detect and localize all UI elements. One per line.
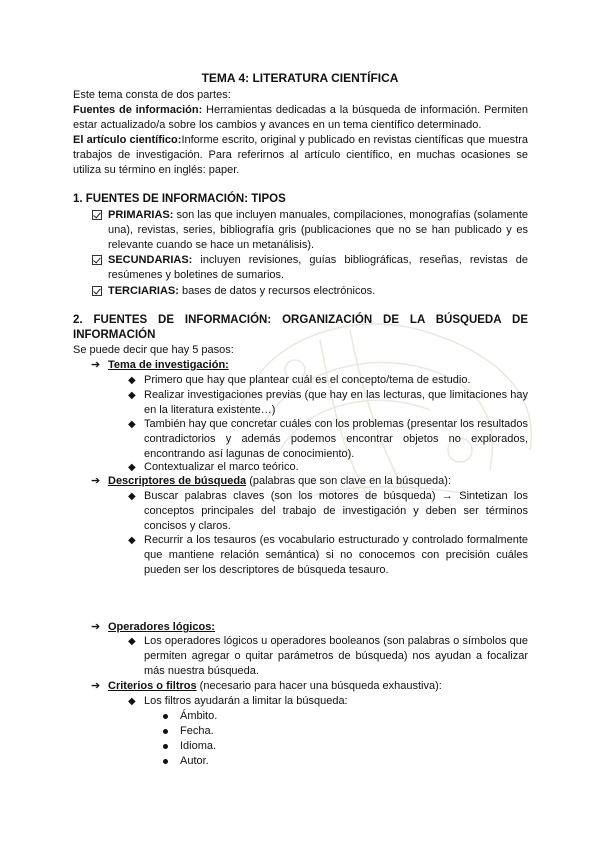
diamond-bullet-icon: ◆ <box>128 535 136 546</box>
fuentes-definition <box>73 103 528 133</box>
arrow-right-icon: ➔ <box>91 359 101 371</box>
check-item-secundarias <box>92 253 528 283</box>
list-item: Idioma. <box>163 739 363 754</box>
primarias-term: PRIMARIAS: <box>108 209 174 221</box>
checkbox-checked-icon <box>92 255 102 265</box>
terciarias-text: bases de datos y recursos electrónicos. <box>178 285 376 297</box>
section1-heading: 1. FUENTES DE INFORMACIÓN: TIPOS <box>73 193 286 205</box>
section2-intro: Se puede decir que hay 5 pasos: <box>73 344 234 356</box>
secundarias-term: SECUNDARIAS: <box>108 254 193 266</box>
descriptores-label: Descriptores de búsqueda <box>108 475 247 487</box>
criterios-label: Criterios o filtros <box>108 680 197 692</box>
intro-text: Este tema consta de dos partes: <box>73 89 231 101</box>
operadores-label: Operadores lógicos: <box>108 621 215 633</box>
round-bullet-icon <box>163 744 168 749</box>
step-tema <box>91 358 528 373</box>
diamond-bullet-icon: ◆ <box>128 390 136 401</box>
list-item: ◆ Recurrir a los tesauros (es vocabulario estructurado y controlado formalmente que mantiene relación semántica) si no conocemos con precisión cuáles pueden ser los descriptores de búsqueda tesauro. <box>128 534 528 576</box>
step-operadores <box>91 620 528 635</box>
list-item: Fecha. <box>163 724 363 739</box>
diamond-bullet-icon: ◆ <box>128 462 136 473</box>
arrow-right-icon: ➔ <box>91 680 101 692</box>
diamond-bullet-icon: ◆ <box>128 419 136 430</box>
secundarias-text: incluyen revisiones, guías bibliográficas, reseñas, revistas de resúmenes y boletines de sumarios. <box>108 254 528 281</box>
list-item: ◆ Los operadores lógicos u operadores booleanos (son palabras o símbolos que permiten agregar o quitar parámetros de búsqueda) nos ayudan a focalizar más nuestra búsqueda. <box>128 635 528 677</box>
list-item: ◆ Realizar investigaciones previas (que hay en las lecturas, que limitaciones hay en la literatura existente…) <box>128 389 528 416</box>
step-descriptores <box>91 474 528 489</box>
round-bullet-icon <box>163 759 168 764</box>
tema-label: Tema de investigación: <box>108 359 229 371</box>
primarias-text: son las que incluyen manuales, compilaciones, monografías (solamente una), revistas, series, bibliografía gris (publicaciones que no se han publicado y es relevante cuando se hace un metanálisis). <box>108 209 528 251</box>
list-item: ◆ Buscar palabras claves (son los motores de búsqueda) → Sintetizan los conceptos principales del trabajo de investigación y deben ser términos concisos y claros. <box>128 490 528 532</box>
section2-heading-line1: 2. FUENTES DE INFORMACIÓN: ORGANIZACIÓN DE LA BÚSQUEDA DE <box>73 314 528 326</box>
arrow-right-icon: ➔ <box>91 621 101 633</box>
list-item: ◆ Los filtros ayudarán a limitar la búsqueda: <box>128 695 348 707</box>
fuentes-text: Herramientas dedicadas a la búsqueda de información. Permiten estar actualizado/a sobre los cambios y avances en un tema científico determinado. <box>73 104 528 131</box>
terciarias-term: TERCIARIAS: <box>108 285 179 297</box>
round-bullet-icon <box>163 714 168 719</box>
diamond-bullet-icon: ◆ <box>128 491 136 502</box>
diamond-bullet-icon: ◆ <box>128 375 136 386</box>
section2-heading-line2: INFORMACIÓN <box>73 329 156 341</box>
articulo-definition <box>73 133 528 178</box>
diamond-bullet-icon: ◆ <box>128 696 136 707</box>
list-item: ◆ Primero que hay que plantear cuál es el concepto/tema de estudio. <box>128 374 471 386</box>
list-item: Autor. <box>163 754 363 769</box>
list-item: Ámbito. <box>163 709 363 724</box>
check-item-primarias <box>92 208 528 253</box>
check-item-terciarias <box>92 284 528 299</box>
articulo-term: El artículo científico: <box>73 134 182 146</box>
list-item: ◆ También hay que concretar cuáles con los problemas (presentar los resultados contradictorios y además podemos encontrar objetos no explorados, encontrando así lagunas de conocimiento). <box>128 418 528 460</box>
arrow-right-icon: ➔ <box>91 475 101 487</box>
descriptores-note: (palabras que son clave en la búsqueda): <box>246 475 452 487</box>
articulo-text: Informe escrito, original y publicado en revistas científicas que muestra trabajos de investigación. Para referirnos al artículo científico, en muchas ocasiones se utiliza su término en inglés: paper. <box>73 134 528 176</box>
fuentes-term: Fuentes de información: <box>73 104 203 116</box>
checkbox-checked-icon <box>92 286 102 296</box>
diamond-bullet-icon: ◆ <box>128 636 136 647</box>
page-title: TEMA 4: LITERATURA CIENTÍFICA <box>201 71 399 85</box>
criterios-note: (necesario para hacer una búsqueda exhaustiva): <box>196 680 442 692</box>
step-criterios <box>91 679 528 694</box>
round-bullet-icon <box>163 729 168 734</box>
checkbox-checked-icon <box>92 210 102 220</box>
list-item: ◆ Contextualizar el marco teórico. <box>128 461 299 473</box>
